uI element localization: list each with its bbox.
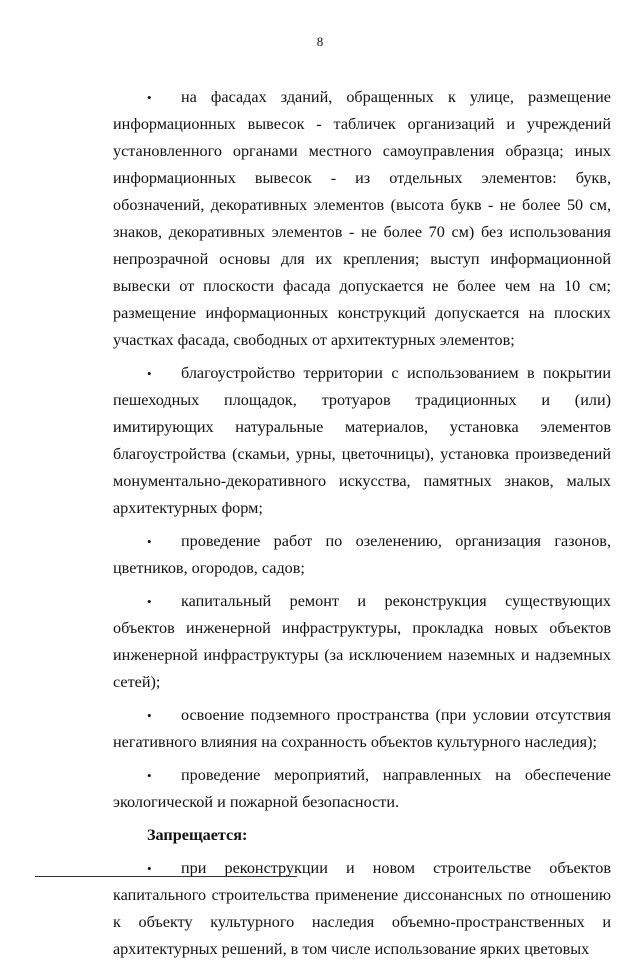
bullet-icon: • xyxy=(147,861,152,876)
list-item-text: капитальный ремонт и реконструкция существующих объектов инженерной инфраструктуры, прокладка новых объектов инженерной инфраструктуры (за исключением наземных и надземных сетей); xyxy=(113,592,611,691)
list-item-facades xyxy=(113,84,611,354)
list-item-text: проведение работ по озеленению, организация газонов, цветников, огородов, садов; xyxy=(113,532,611,577)
list-item-text: на фасадах зданий, обращенных к улице, размещение информационных вывесок - табличек организаций и учреждений установленного органами местного самоуправления образца; иных информационных вывесок - из отдельных элементов: букв, обозначений, декоративных элементов (высота букв - не более 50 см, знаков, декоративных элементов - не более 70 см) без использования непрозрачной основы для их крепления; выступ информационной вывески от плоскости фасада допускается не более чем на 10 см; размещение информационных конструкций допускается на плоских участках фасада, свободных от архитектурных элементов; xyxy=(113,88,611,349)
page-number: 8 xyxy=(316,34,324,49)
bullet-icon: • xyxy=(147,768,152,783)
footnote-divider xyxy=(35,876,297,877)
list-item-text: освоение подземного пространства (при условии отсутствия негативного влияния на сохранность объектов культурного наследия); xyxy=(113,706,611,751)
list-item-text: при реконструкции и новом строительстве объектов капитального строительства применение диссонансных по отношению к объекту культурного наследия объемно-пространственных и архитектурных решений, в том числе использование ярких цветовых xyxy=(113,859,611,958)
prohibited-item-reconstruction xyxy=(113,855,611,963)
prohibited-heading: Запрещается: xyxy=(147,826,248,844)
bullet-icon: • xyxy=(147,534,152,549)
bullet-icon: • xyxy=(147,594,152,609)
list-item-landscaping xyxy=(113,360,611,522)
bullet-icon: • xyxy=(147,90,152,105)
bullet-icon: • xyxy=(147,708,152,723)
list-item-text: благоустройство территории с использованием в покрытии пешеходных площадок, тротуаров традиционных и (или) имитирующих натуральные материалов, установка элементов благоустройства (скамьи, урны, цветочницы), установка произведений монументально-декоративного искусства, памятных знаков, малых архитектурных форм; xyxy=(113,364,611,517)
list-item-safety xyxy=(113,762,611,816)
bullet-icon: • xyxy=(147,366,152,381)
list-item-infrastructure xyxy=(113,588,611,696)
list-item-text: проведение мероприятий, направленных на обеспечение экологической и пожарной безопасности. xyxy=(113,766,611,811)
document-body xyxy=(113,84,611,969)
list-item-greening xyxy=(113,528,611,582)
list-item-underground xyxy=(113,702,611,756)
